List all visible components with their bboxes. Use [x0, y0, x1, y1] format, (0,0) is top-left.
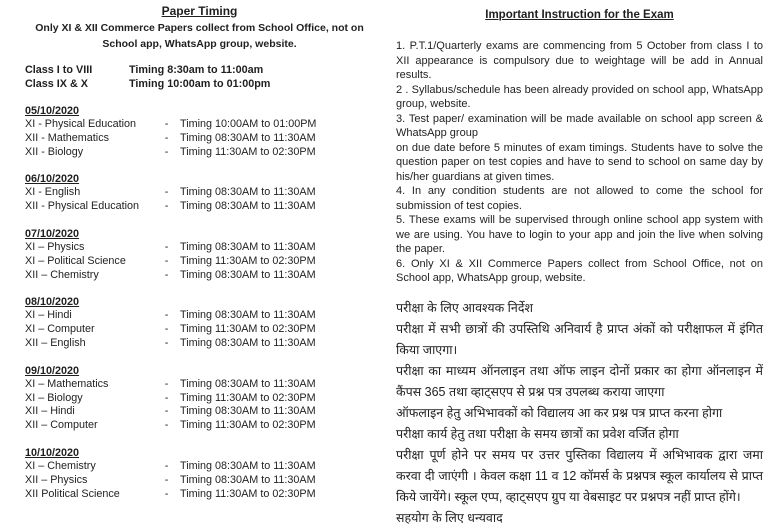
instruction-paragraph: 3. Test paper/ examination will be made available on school app screen & WhatsApp group: [396, 112, 763, 139]
subject-label: XII – English: [25, 336, 86, 349]
schedule-date: 10/10/2020: [25, 446, 80, 459]
instruction-paragraph: 6. Only XI & XII Commerce Papers collect from School Office, not on School app, WhatsApp group, website.: [396, 257, 763, 284]
subject-label: XI – Hindi: [25, 309, 72, 322]
class-timings: [25, 63, 374, 91]
class-timing-row: [25, 77, 374, 91]
class-label: Class I to VIII: [25, 64, 93, 76]
row-separator: -: [164, 459, 169, 472]
timing-label: Timing 08:30AM to 11:30AM: [180, 336, 316, 349]
timing-label: Timing 08:30AM to 11:30AM: [180, 186, 316, 199]
timing-label: Timing 11:30AM to 02:30PM: [180, 487, 316, 500]
schedule-row: [25, 392, 374, 406]
schedule-date: 05/10/2020: [25, 105, 80, 117]
timing-label: Timing 08:30AM to 11:30AM: [180, 405, 316, 418]
row-separator: -: [164, 309, 169, 322]
instruction-paragraph: on due date before 5 minutes of exam timings. Students have to solve the question paper on test copies and have to send to school on same day by his/her guardians at given times.: [396, 141, 763, 183]
timing-label: Timing 08:30AM to 11:30AM: [180, 459, 316, 472]
schedule-row: [25, 255, 374, 269]
schedule-date: 09/10/2020: [25, 364, 80, 377]
schedule-date: 06/10/2020: [25, 173, 80, 186]
paper-timing-title: Paper Timing: [161, 4, 238, 18]
row-separator: -: [164, 391, 169, 404]
schedule-row: [25, 146, 374, 160]
hindi-paragraph: परीक्षा कार्य हेतु तथा परीक्षा के समय छात्रों का प्रवेश वर्जित होगा: [396, 426, 679, 441]
instruction-paragraph: 1. P.T.1/Quarterly exams are commencing from 5 October from class I to XII appearance is compulsory due to weightage will be add in Annual results.: [396, 40, 763, 81]
paper-timing-column: [0, 0, 388, 521]
subject-label: XII Political Science: [25, 487, 120, 500]
subject-label: XII – Physics: [25, 473, 88, 486]
subject-label: XI – Mathematics: [25, 377, 109, 390]
subject-label: XI – Biology: [25, 391, 83, 404]
schedule-section: [25, 104, 374, 159]
timing-label: Timing 08:30AM to 11:30AM: [180, 240, 316, 253]
subject-label: XII - Mathematics: [25, 131, 109, 144]
subject-label: XI – Computer: [25, 323, 95, 336]
schedule-row: [25, 405, 374, 419]
schedule-section: [25, 227, 374, 282]
timing-label: Timing 08:30AM to 11:30AM: [180, 131, 316, 144]
row-separator: -: [164, 118, 169, 130]
row-separator: -: [164, 131, 169, 144]
schedule-row: [25, 460, 374, 474]
row-separator: -: [164, 268, 169, 281]
row-separator: -: [164, 323, 169, 336]
subject-label: XII – Chemistry: [25, 268, 99, 281]
row-separator: -: [164, 473, 169, 486]
row-separator: -: [164, 419, 169, 432]
timing-label: Timing 11:30AM to 02:30PM: [180, 419, 316, 432]
subject-label: XI – Physics: [25, 240, 85, 253]
schedule-row: [25, 488, 374, 502]
subject-label: XII – Hindi: [25, 405, 75, 418]
schedule-row: [25, 474, 374, 488]
schedule-section: [25, 446, 374, 501]
hindi-instructions: [396, 298, 763, 529]
row-separator: -: [164, 405, 169, 418]
hindi-paragraph: परीक्षा का माध्यम ऑनलाइन तथा ऑफ लाइन दोनों प्रकार का होगा ऑनलाइन में कैंपस 365 तथा व्हाट्सएप से प्रश्न पत्र उपलब्ध कराया जाएगा: [396, 363, 763, 399]
subject-label: XII - Physical Education: [25, 200, 140, 213]
row-separator: -: [164, 487, 169, 500]
schedule-row: [25, 132, 374, 146]
timing-label: Timing 08:30AM to 11:30AM: [180, 268, 316, 281]
class-timing-row: [25, 63, 374, 77]
row-separator: -: [164, 240, 169, 253]
schedule-row: [25, 323, 374, 337]
schedule-row: [25, 186, 374, 200]
paper-timing-subtitle: Only XI & XII Commerce Papers collect from School Office, not on School app, WhatsApp group, website.: [35, 22, 364, 50]
row-separator: -: [164, 377, 169, 390]
schedule-row: [25, 378, 374, 392]
row-separator: -: [164, 254, 169, 267]
schedule-date: 07/10/2020: [25, 227, 80, 240]
subject-label: XI - English: [25, 186, 81, 199]
schedule-date: 08/10/2020: [25, 296, 80, 309]
hindi-paragraph: परीक्षा पूर्ण होने पर समय पर उत्तर पुस्तिका विद्यालय में अभिभावक द्वारा जमा करवा दी जाएंगी । केवल कक्षा 11 व 12 कॉमर्स के प्रश्नपत्र स्कूल कार्यालय से प्राप्त किये जायेंगे। स्कूल एप्प, व्हाट्सएप ग्रुप या वेबसाइट पर प्रश्नपत्र नहीं प्राप्त होंगे।: [396, 447, 763, 504]
timing-label: Timing 08:30AM to 11:30AM: [180, 309, 316, 322]
hindi-paragraph: सहयोग के लिए धन्यवाद: [396, 510, 503, 525]
instruction-paragraph: 4. In any condition students are not allowed to come the school for submission of test copies.: [396, 185, 763, 212]
schedule-row: [25, 118, 374, 132]
class-timing: Timing 8:30am to 11:00am: [129, 64, 264, 76]
schedule-row: [25, 200, 374, 214]
timing-label: Timing 08:30AM to 11:30AM: [180, 473, 316, 486]
schedule-section: [25, 172, 374, 214]
subject-label: XII - Biology: [25, 145, 84, 158]
hindi-paragraph: परीक्षा के लिए आवश्यक निर्देश: [396, 300, 533, 315]
row-separator: -: [164, 145, 169, 158]
timing-label: Timing 08:30AM to 11:30AM: [180, 377, 316, 390]
class-label: Class IX & X: [25, 78, 89, 90]
schedule-row: [25, 337, 374, 351]
row-separator: -: [164, 186, 169, 199]
subject-label: XI - Physical Education: [25, 118, 137, 130]
schedule-row: [25, 309, 374, 323]
timing-label: Timing 11:30AM to 02:30PM: [180, 323, 316, 336]
timing-label: Timing 11:30AM to 02:30PM: [180, 145, 316, 158]
hindi-paragraph: ऑफलाइन हेतु अभिभावकों को विद्यालय आ कर प्रश्न पत्र प्राप्त करना होगा: [396, 405, 723, 420]
schedule-row: [25, 241, 374, 255]
schedule-section: [25, 364, 374, 433]
row-separator: -: [164, 336, 169, 349]
subject-label: XI – Chemistry: [25, 459, 96, 472]
subject-label: XI – Political Science: [25, 254, 126, 267]
subject-label: XII – Computer: [25, 419, 98, 432]
schedule-row: [25, 269, 374, 283]
instruction-paragraph: 2 . Syllabus/schedule has been already provided on school app, WhatsApp group, website.: [396, 83, 763, 110]
class-timing: Timing 10:00am to 01:00pm: [129, 78, 271, 90]
schedule-row: [25, 419, 374, 433]
instructions-column: [388, 0, 769, 525]
timing-label: Timing 11:30AM to 02:30PM: [180, 254, 316, 267]
timing-label: Timing 10:00AM to 01:00PM: [180, 118, 317, 130]
timing-label: Timing 11:30AM to 02:30PM: [180, 391, 316, 404]
timing-label: Timing 08:30AM to 11:30AM: [180, 200, 316, 213]
hindi-paragraph: परीक्षा में सभी छात्रों की उपस्तिथि अनिवार्य है प्राप्त अंकों को परीक्षाफल में इंगित किया जाएगा।: [396, 321, 763, 357]
instructions-title: Important Instruction for the Exam: [485, 9, 674, 21]
instruction-paragraph: 5. These exams will be supervised through online school app system with we are using. You have to login to your app and join the live when solving the paper.: [396, 214, 763, 255]
schedule-section: [25, 295, 374, 350]
row-separator: -: [164, 200, 169, 213]
